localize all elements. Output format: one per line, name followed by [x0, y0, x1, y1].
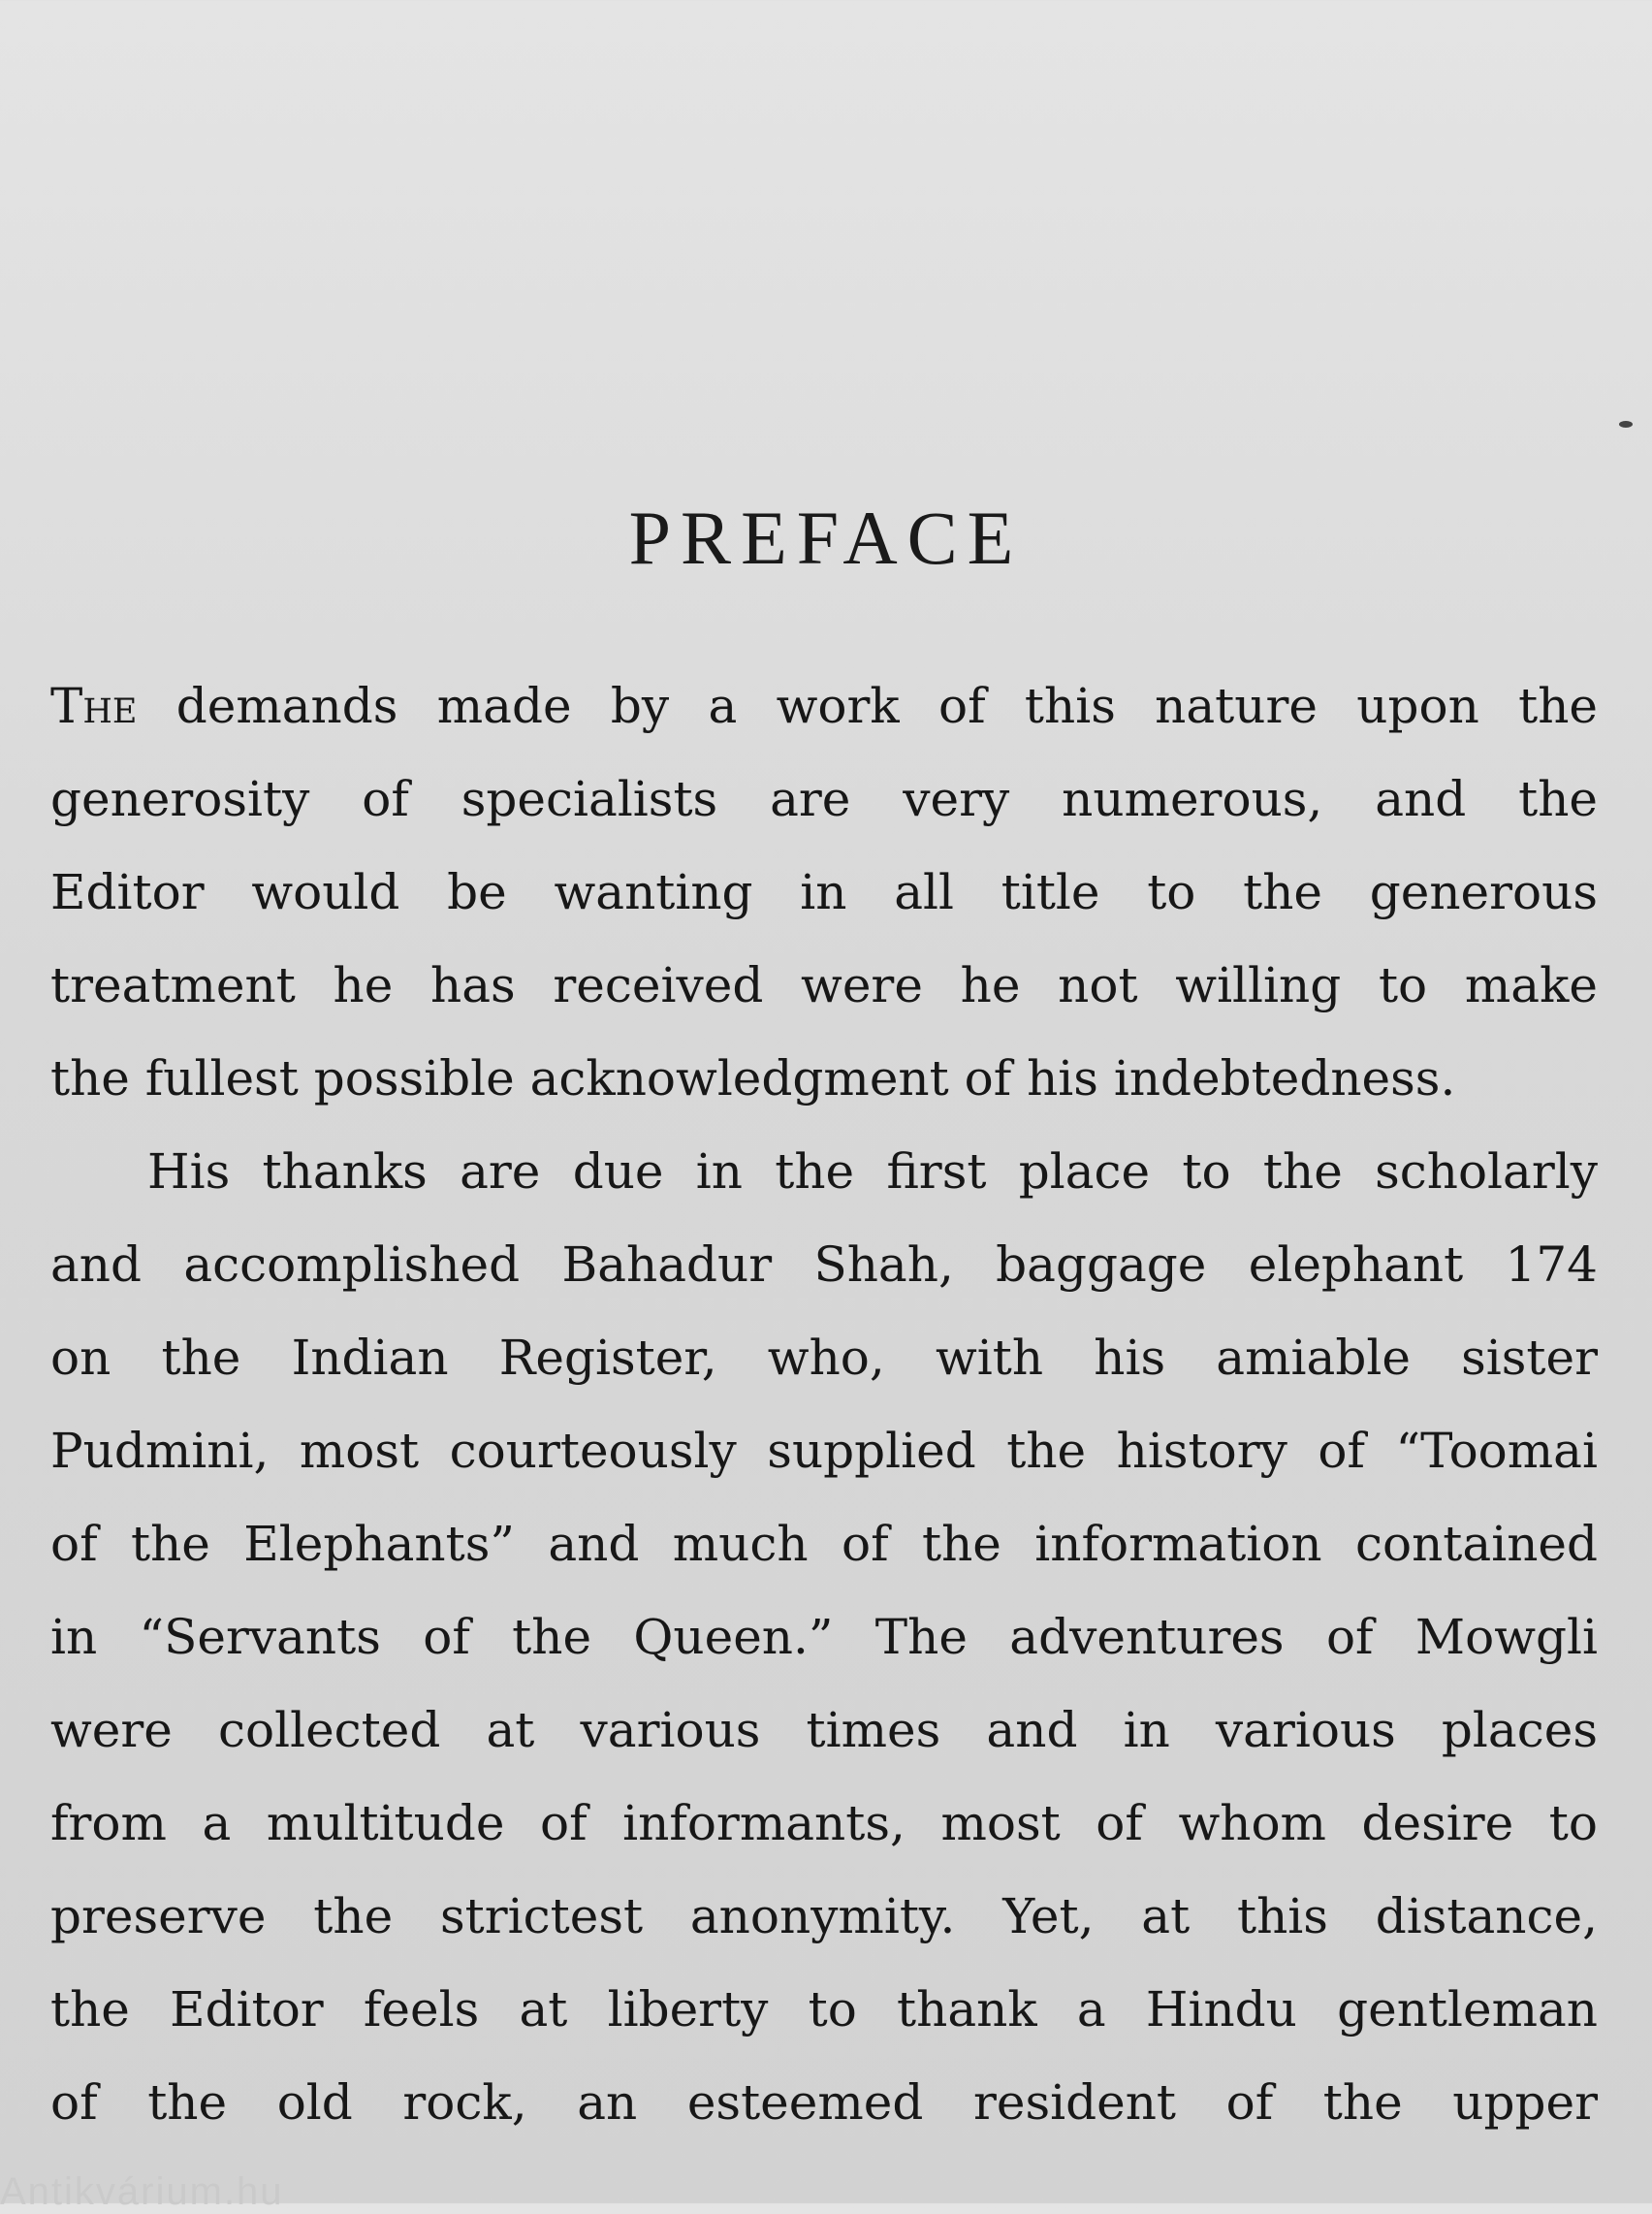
text-line: the Editor feels at liberty to thank a Hindu gentleman: [50, 1981, 1598, 2038]
text-line: on the Indian Register, who, with his amiable sister: [50, 1330, 1598, 1386]
text-line: Editor would be wanting in all title to the generous: [50, 864, 1598, 920]
text-line: The demands made by a work of this nature upon the: [50, 678, 1598, 734]
text-line: treatment he has received were he not willing to make: [50, 957, 1598, 1013]
text-line: of the Elephants” and much of the information contained: [50, 1516, 1598, 1572]
watermark: Antikvárium.hu: [0, 2170, 284, 2213]
text-line: generosity of specialists are very numerous, and the: [50, 771, 1598, 827]
text-line: in “Servants of the Queen.” The adventures of Mowgli: [50, 1609, 1598, 1665]
ink-speck: [1619, 421, 1633, 428]
text-line: and accomplished Bahadur Shah, baggage elephant 174: [50, 1236, 1598, 1293]
text-line: from a multitude of informants, most of whom desire to: [50, 1795, 1598, 1851]
text-line: were collected at various times and in various places: [50, 1702, 1598, 1758]
page-title: PREFACE: [628, 496, 1024, 580]
text-line: Pudmini, most courteously supplied the history of “Toomai: [50, 1423, 1598, 1479]
drop-word: The: [50, 678, 138, 734]
text-line: the fullest possible acknowledgment of his indebtedness.: [50, 1050, 1456, 1107]
preface-body: [50, 659, 1598, 2149]
text-line: of the old rock, an esteemed resident of the upper: [50, 2074, 1598, 2131]
text-line: preserve the strictest anonymity. Yet, at this distance,: [50, 1888, 1598, 1944]
text-line: His thanks are due in the first place to the scholarly: [147, 1143, 1598, 1200]
